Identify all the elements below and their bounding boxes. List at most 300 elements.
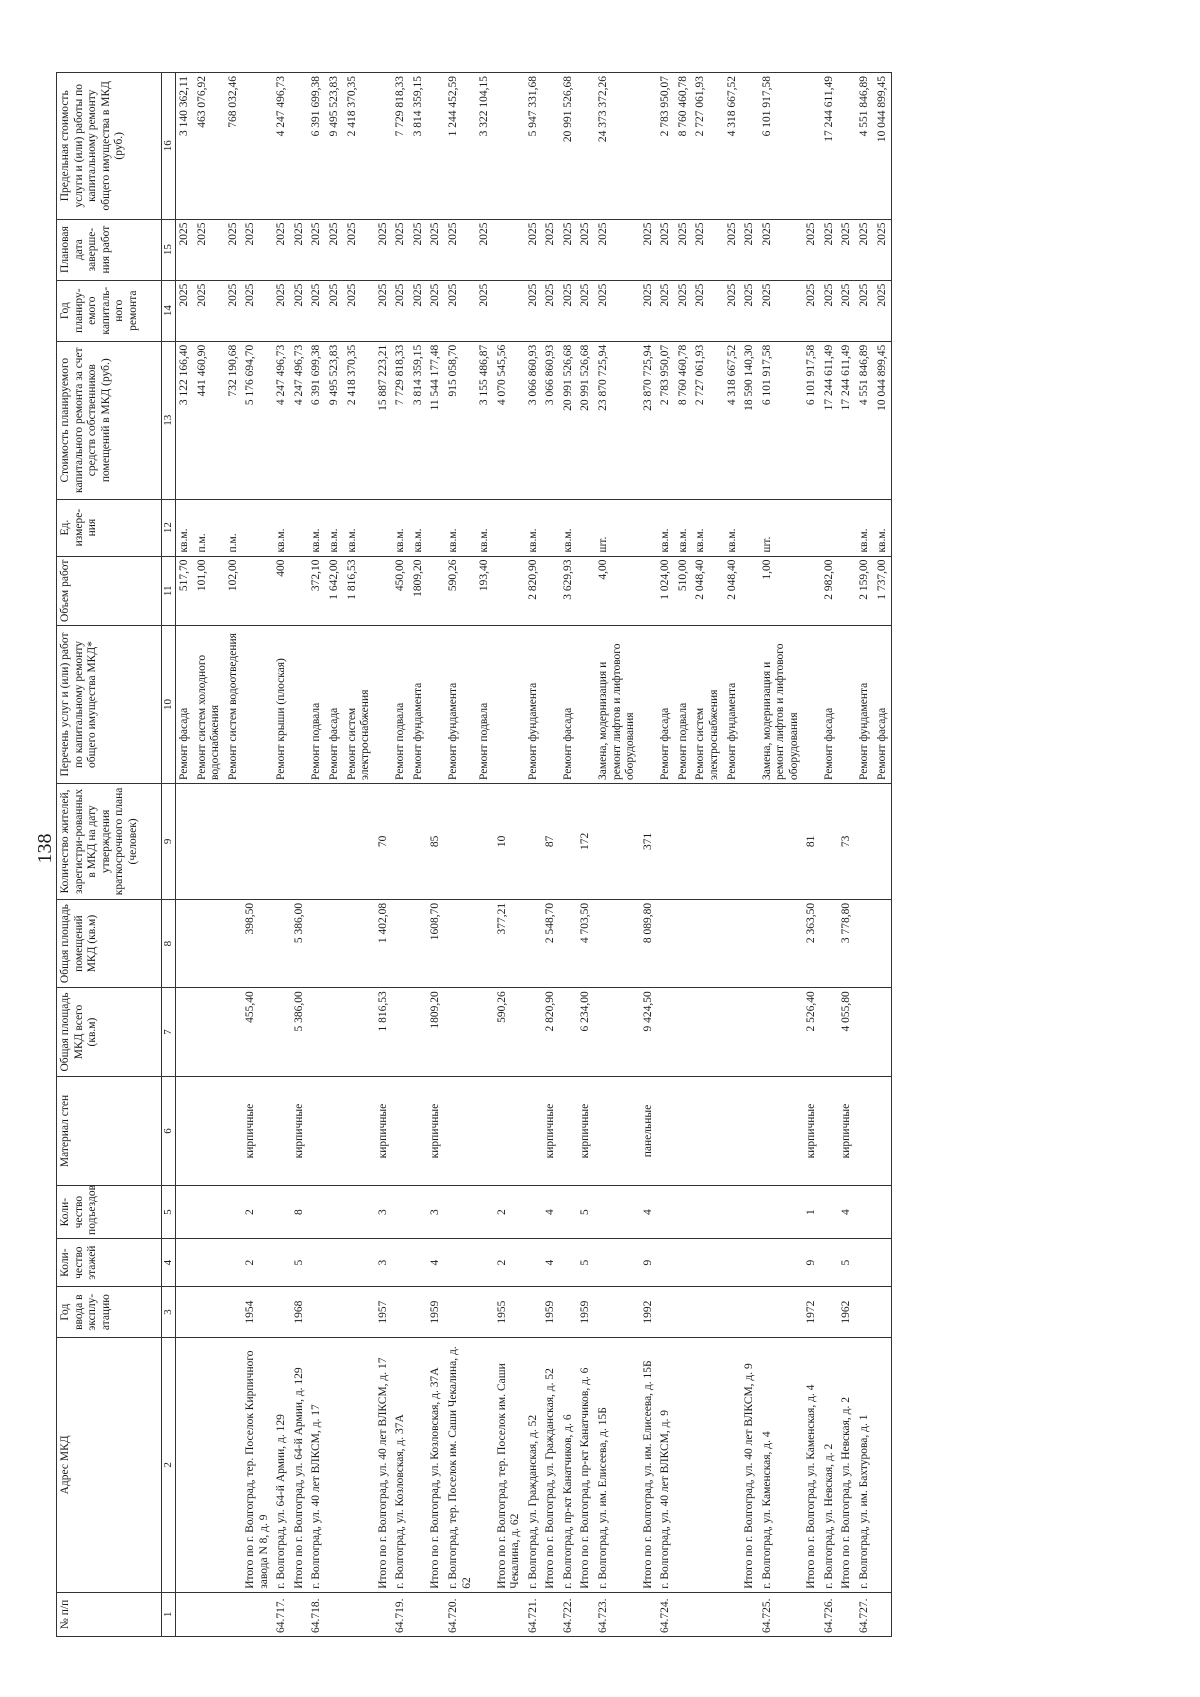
table-cell: Замена, модернизация и ремонт лифтов и лифтового оборудования [595,626,640,784]
table-cell [242,784,273,900]
table-cell [326,1592,344,1636]
table-cell [392,1238,410,1286]
table-cell: 1608,70 [427,899,445,987]
table-cell [291,784,309,900]
table-cell [741,1076,759,1186]
table-cell: кв.м. [326,499,344,556]
table-cell: шт. [759,499,804,556]
table-cell: Ремонт фундамента [724,626,742,784]
table-cell: п.м. [225,499,243,556]
table-cell: 20 991 526,68 [560,73,578,220]
table-cell: 2025 [692,280,723,341]
table-cell: кв.м. [692,499,723,556]
table-cell [741,988,759,1076]
table-cell: 23 870 725,94 [640,341,658,499]
table-cell [577,556,595,626]
table-cell: Ремонт фасада [821,626,839,784]
table-cell: 1 642,00 [326,556,344,626]
table-cell: 2025 [759,280,804,341]
table-cell: 64.720. [445,1592,476,1636]
table-row [741,73,759,1637]
table-cell: 6 101 917,58 [759,73,804,220]
table-cell: кв.м. [675,499,693,556]
table-cell [856,1076,874,1186]
table-cell [308,899,326,987]
table-cell: 2025 [242,280,273,341]
table-cell [273,784,291,900]
column-number: 6 [162,1076,176,1186]
table-cell [175,1592,193,1636]
table-cell: 193,40 [476,556,494,626]
table-cell: Ремонт систем электроснабжения [344,626,375,784]
column-header: Год планиру-емого капиталь-ного ремонта [57,280,162,341]
table-cell: 2 048,40 [692,556,723,626]
column-number: 15 [162,219,176,280]
table-row [856,73,874,1637]
table-cell [595,1238,640,1286]
table-cell: 5 947 331,68 [525,73,543,220]
table-cell [692,1186,723,1239]
table-cell: 915 058,70 [445,341,476,499]
table-cell [595,784,640,900]
table-cell [724,1238,742,1286]
table-cell [692,784,723,900]
table-cell: кирпичные [242,1076,273,1186]
table-cell: 2 982,00 [821,556,839,626]
table-cell: 2 [242,1238,273,1286]
table-cell: 6 391 699,38 [308,341,326,499]
table-cell: Итого по г. Волгоград, ул. 40 лет ВЛКСМ, д. 17 [375,1337,393,1592]
table-cell: г. Волгоград, ул. Козловская, д. 37А [392,1337,410,1592]
table-cell [273,1238,291,1286]
table-row [392,73,410,1637]
table-cell: кирпичные [838,1076,856,1186]
table-cell [838,626,856,784]
table-cell [410,988,428,1076]
table-cell: 2025 [640,280,658,341]
table-cell [724,988,742,1076]
table-cell: 450,00 [392,556,410,626]
table-cell [392,988,410,1076]
table-cell: 1972 [803,1287,821,1338]
table-cell [392,899,410,987]
column-number: 2 [162,1337,176,1592]
table-cell: 2025 [803,280,821,341]
table-cell [657,988,675,1076]
table-cell: кв.м. [856,499,874,556]
table-cell [542,1592,560,1636]
table-cell [427,499,445,556]
table-cell: 9 495 523,83 [326,341,344,499]
table-cell [741,899,759,987]
table-cell: 2025 [657,280,675,341]
table-cell [410,1337,428,1592]
table-cell [759,899,804,987]
table-cell: кв.м. [344,499,375,556]
table-cell: 4 703,50 [577,899,595,987]
table-cell [326,784,344,900]
table-cell [525,1238,543,1286]
table-cell: 2025 [273,219,291,280]
table-cell: 3 814 359,15 [410,341,428,499]
table-cell [476,784,494,900]
table-cell [194,784,225,900]
table-cell [560,988,578,1076]
table-cell: 2025 [803,219,821,280]
table-row [657,73,675,1637]
table-cell: 1959 [542,1287,560,1338]
table-cell [344,1238,375,1286]
table-cell: 102,00 [225,556,243,626]
table-cell [640,556,658,626]
table-cell: 2025 [525,219,543,280]
table-cell: 4 [542,1186,560,1239]
table-cell [175,784,193,900]
table-cell: г. Волгоград, ул. им. Елисеева, д. 15Б [595,1337,640,1592]
table-cell [577,1592,595,1636]
table-cell [410,1592,428,1636]
table-cell: Итого по г. Волгоград, ул. 64-й Армии, д. 129 [291,1337,309,1592]
table-cell: Замена, модернизация и ремонт лифтов и лифтового оборудования [759,626,804,784]
table-cell [560,1076,578,1186]
table-cell: 2025 [445,280,476,341]
table-cell: Ремонт систем водоотведения [225,626,243,784]
table-cell [595,988,640,1076]
table-cell: 2025 [194,219,225,280]
table-cell [821,1287,839,1338]
table-row [692,73,723,1637]
table-cell: 2025 [821,219,839,280]
table-cell: 2025 [657,219,675,280]
table-cell: 2 418 370,35 [344,341,375,499]
table-cell [476,1238,494,1286]
table-cell [175,988,193,1076]
table-cell [692,988,723,1076]
table-cell: 455,40 [242,988,273,1076]
table-cell: 70 [375,784,393,900]
table-cell: 2025 [560,280,578,341]
table-cell: 1957 [375,1287,393,1338]
table-cell [194,899,225,987]
table-cell: 2 [494,1186,525,1239]
table-cell [838,556,856,626]
table-cell: 2025 [692,219,723,280]
table-cell: 9 424,50 [640,988,658,1076]
table-cell [344,1287,375,1338]
table-cell [692,899,723,987]
table-row [821,73,839,1637]
column-header: Адрес МКД [57,1337,162,1592]
table-cell: 732 190,68 [225,341,243,499]
table-cell: Итого по г. Волгоград, ул. 40 лет ВЛКСМ, д. 9 [741,1337,759,1592]
column-number: 16 [162,73,176,220]
table-cell: 2025 [874,280,892,341]
table-cell: 2025 [640,219,658,280]
table-cell [724,899,742,987]
table-cell: Ремонт фундамента [856,626,874,784]
table-cell: Ремонт крыши (плоская) [273,626,291,784]
column-header: Предельная стоимость услуги и (или) работы по капитальному ремонту общего имущества в МКД (руб.) [57,73,162,220]
table-row [175,73,193,1637]
table-cell: г. Волгоград, ул. 64-й Армии, д. 129 [273,1337,291,1592]
table-cell [194,1076,225,1186]
table-cell [856,1287,874,1338]
table-cell [803,556,821,626]
table-cell: 2 783 950,07 [657,341,675,499]
table-cell: 2025 [225,219,243,280]
table-cell: 2025 [427,219,445,280]
table-cell: г. Волгоград, тер. Поселок им. Саши Чекалина, д. 62 [445,1337,476,1592]
table-cell [595,1076,640,1186]
table-cell: г. Волгоград, пр-кт Канатчиков, д. 6 [560,1337,578,1592]
table-cell: 2025 [291,219,309,280]
table-cell [525,1287,543,1338]
table-cell: Итого по г. Волгоград, тер. Поселок Кирпичного завода N 8, д. 9 [242,1337,273,1592]
table-cell: 2025 [595,219,640,280]
table-cell: 6 391 699,38 [308,73,326,220]
table-cell: Итого по г. Волгоград, пр-кт Канатчиков, д. 6 [577,1337,595,1592]
table-cell [175,1186,193,1239]
table-cell: Ремонт фасада [175,626,193,784]
table-cell [640,1592,658,1636]
table-cell: 8 760 460,78 [675,73,693,220]
table-cell: 101,00 [194,556,225,626]
table-cell [759,784,804,900]
table-cell: кв.м. [392,499,410,556]
table-cell [741,1287,759,1338]
table-cell: 3 814 359,15 [410,73,428,220]
column-header: Коли-чество этажей [57,1238,162,1286]
table-cell: 2025 [225,280,243,341]
table-body [175,73,891,1637]
table-cell: кв.м. [308,499,326,556]
table-cell [308,1076,326,1186]
table-cell [308,784,326,900]
table-cell [476,1287,494,1338]
table-cell [759,1076,804,1186]
table-cell: 64.723. [595,1592,640,1636]
table-cell: Ремонт фундамента [525,626,543,784]
table-cell [242,556,273,626]
table-cell [344,1337,375,1592]
table-cell: 2025 [838,219,856,280]
table-cell [326,1337,344,1592]
table-row [375,73,393,1637]
table-cell [525,988,543,1076]
table-cell [542,626,560,784]
column-header: Плановая дата заверше-ния работ [57,219,162,280]
table-cell: 2025 [175,219,193,280]
table-cell: Итого по г. Волгоград, ул. Козловская, д. 37А [427,1337,445,1592]
table-cell [273,899,291,987]
table-cell: 1955 [494,1287,525,1338]
table-cell [326,1186,344,1239]
table-cell: Ремонт фасада [657,626,675,784]
table-cell [291,1592,309,1636]
table-cell: 2025 [675,219,693,280]
table-cell [724,1186,742,1239]
table-cell: 20 991 526,68 [577,341,595,499]
table-cell [308,1186,326,1239]
table-cell: 1 024,00 [657,556,675,626]
table-cell [410,1076,428,1186]
table-cell: 2025 [856,219,874,280]
table-cell [410,784,428,900]
table-cell [445,1287,476,1338]
table-cell [445,1238,476,1286]
table-cell: 441 460,90 [194,341,225,499]
table-cell: 5 386,00 [291,988,309,1076]
table-cell [675,1287,693,1338]
table-cell: 590,26 [494,988,525,1076]
table-cell [427,556,445,626]
table-cell: 172 [577,784,595,900]
table-cell: Ремонт фасада [874,626,892,784]
table-cell [273,1287,291,1338]
table-cell [476,899,494,987]
table-row [759,73,804,1637]
table-cell: 2 820,90 [525,556,543,626]
table-cell: 5 [291,1238,309,1286]
column-header: Ед. измере-ния [57,499,162,556]
table-cell [874,1592,892,1636]
table-cell: 2 783 950,07 [657,73,675,220]
table-cell [741,1238,759,1286]
table-cell: г. Волгоград, ул. им. Бахтурова, д. 1 [856,1337,874,1592]
table-cell: панельные [640,1076,658,1186]
table-cell [375,499,393,556]
table-cell [494,626,525,784]
table-cell [375,626,393,784]
table-cell: 4,00 [595,556,640,626]
table-cell: 4 318 667,52 [724,73,742,220]
table-cell: 2 548,70 [542,899,560,987]
table-cell: г. Волгоград, ул. Гражданская, д. 52 [525,1337,543,1592]
table-cell: 4 [542,1238,560,1286]
table-cell: 64.717. [273,1592,291,1636]
table-cell [194,1238,225,1286]
table-cell [657,1287,675,1338]
table-row [476,73,494,1637]
table-cell: 3 066 860,93 [542,341,560,499]
table-cell [577,499,595,556]
table-cell: 2025 [410,280,428,341]
table-cell: 2025 [242,219,273,280]
table-cell: 3 629,93 [560,556,578,626]
table-cell: 64.718. [308,1592,326,1636]
table-cell [225,1238,243,1286]
table-row [194,73,225,1637]
table-cell: 2025 [542,219,560,280]
table-cell [595,899,640,987]
table-cell: 2025 [410,219,428,280]
table-cell: Ремонт подвала [675,626,693,784]
table-cell [838,1592,856,1636]
table-cell: г. Волгоград, ул. 40 лет ВЛКСМ, д. 9 [657,1337,675,1592]
table-cell [242,73,273,220]
table-cell: 2 820,90 [542,988,560,1076]
table-cell [225,1076,243,1186]
table-cell [803,626,821,784]
table-cell [542,556,560,626]
table-cell [225,1592,243,1636]
table-cell: 2025 [476,219,494,280]
table-cell [445,784,476,900]
table-cell: 2025 [194,280,225,341]
table-cell: 8 [291,1186,309,1239]
table-cell [344,784,375,900]
table-cell: Ремонт подвала [476,626,494,784]
table-cell: 2025 [741,219,759,280]
table-cell: 2 363,50 [803,899,821,987]
column-number: 11 [162,556,176,626]
table-cell [759,1287,804,1338]
table-cell [308,1287,326,1338]
table-cell: 2025 [724,219,742,280]
table-cell [225,1337,243,1592]
table-cell: 2025 [577,280,595,341]
table-cell [375,1592,393,1636]
table-cell: 4 551 846,89 [856,341,874,499]
table-cell: 64.719. [392,1592,410,1636]
table-cell: 463 076,92 [194,73,225,220]
table-cell [344,1186,375,1239]
table-cell [821,499,839,556]
table-cell: Итого по г. Волгоград, ул. им. Елисеева, д. 15Б [640,1337,658,1592]
table-cell [821,899,839,987]
table-cell [344,988,375,1076]
table-cell: 2025 [308,219,326,280]
table-cell: 10 044 899,45 [874,341,892,499]
table-cell [874,1337,892,1592]
table-cell [856,784,874,900]
table-cell: 2025 [542,280,560,341]
table-cell [525,784,543,900]
column-number: 14 [162,280,176,341]
table-cell [427,1592,445,1636]
column-header: Объем работ [57,556,162,626]
column-number: 12 [162,499,176,556]
table-cell [803,1592,821,1636]
table-cell: 10 [494,784,525,900]
table-cell [560,1287,578,1338]
table-row [410,73,428,1637]
table-cell [494,280,525,341]
table-cell: 2025 [326,280,344,341]
table-cell [225,899,243,987]
table-cell [657,1186,675,1239]
table-cell [392,784,410,900]
table-cell: 2 048,40 [724,556,742,626]
table-cell [410,1287,428,1338]
table-cell [741,784,759,900]
table-cell [410,899,428,987]
table-cell: 3 778,80 [838,899,856,987]
table-cell: 2025 [525,280,543,341]
column-number: 1 [162,1592,176,1636]
table-cell: кирпичные [542,1076,560,1186]
column-header: № п/п [57,1592,162,1636]
table-cell [856,988,874,1076]
table-cell: 377,21 [494,899,525,987]
table-cell: 2025 [476,280,494,341]
table-cell [803,73,821,220]
table-cell [326,988,344,1076]
table-cell: 6 101 917,58 [803,341,821,499]
table-cell [741,499,759,556]
table-cell [494,219,525,280]
table-cell: 1959 [427,1287,445,1338]
